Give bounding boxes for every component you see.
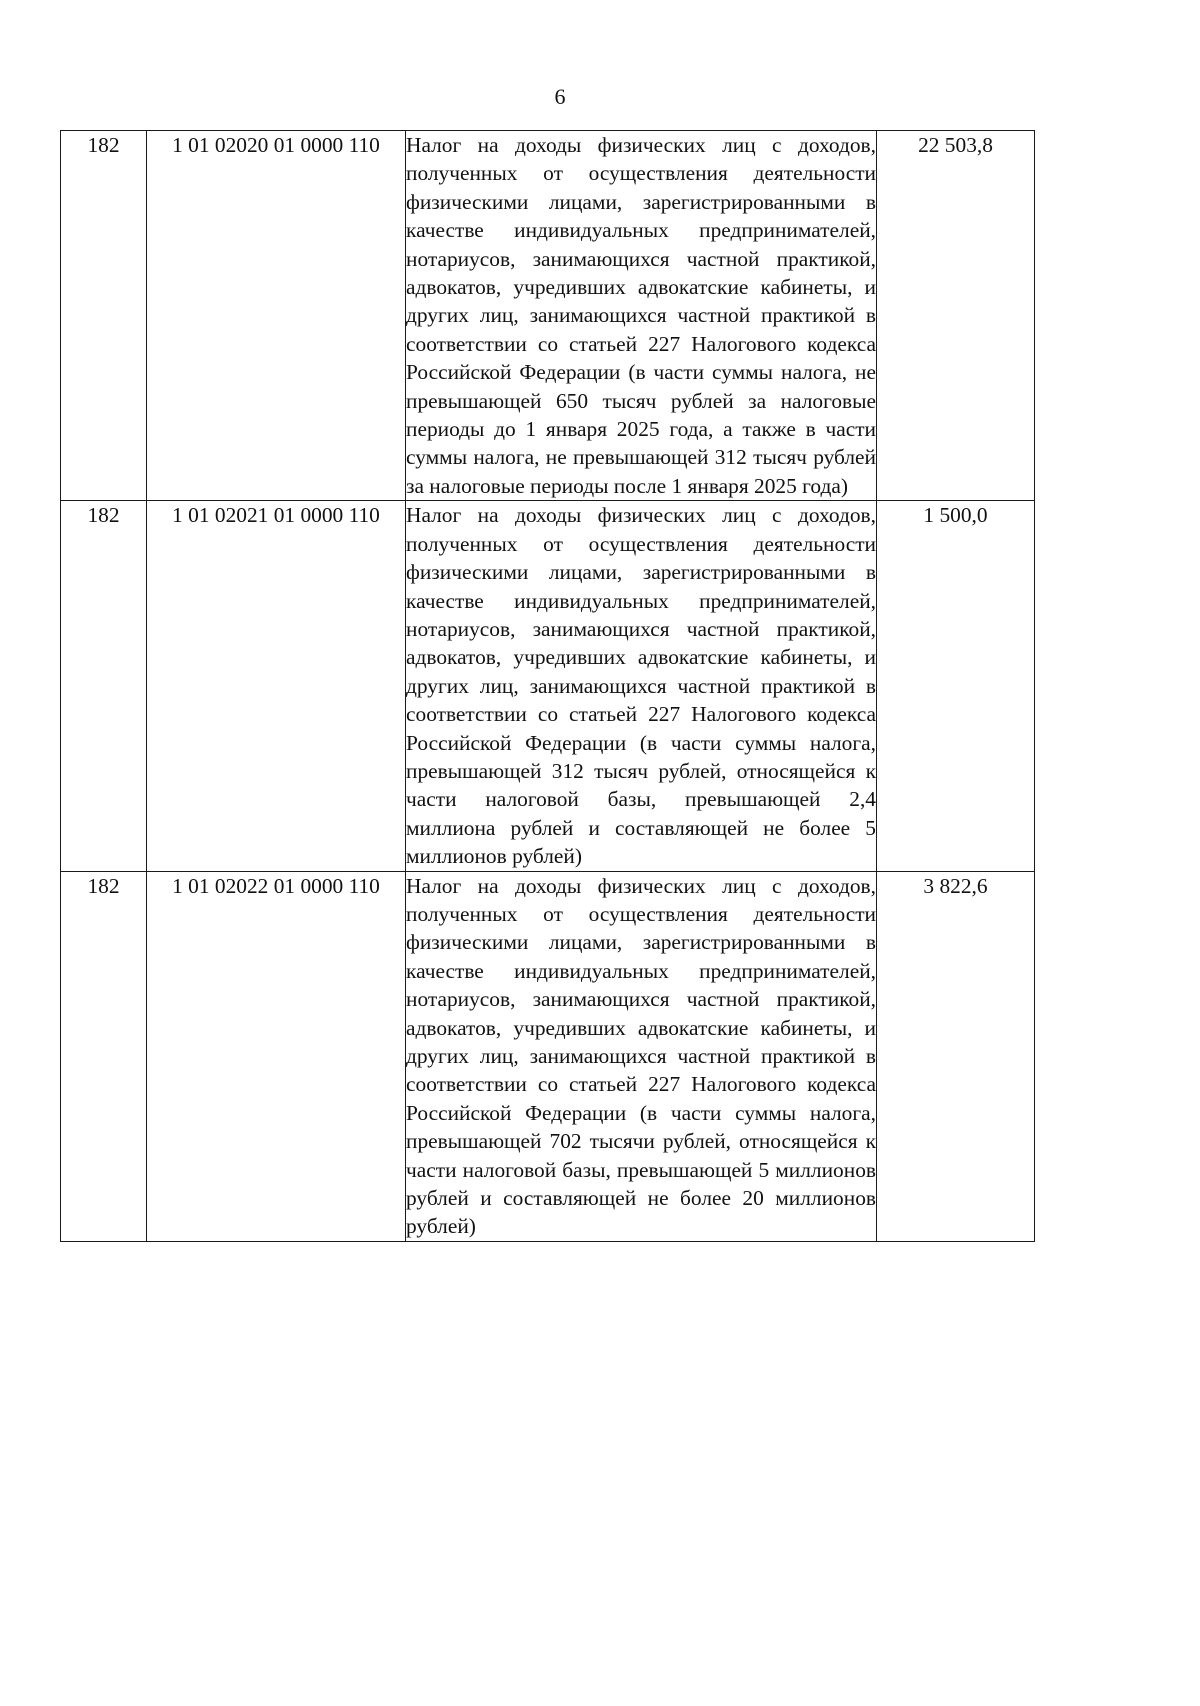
table-row <box>61 131 1035 501</box>
table-row <box>61 871 1035 1241</box>
revenue-name-cell: Налог на доходы физических лиц с доходов, полученных от осуществления деятельности физическими лицами, зарегистрированными в качестве индивидуальных предпринимателей, нотариусов, занимающихся частной практикой, адвокатов, учредивших адвокатские кабинеты, и других лиц, занимающихся частной практикой в соответствии со статьей 227 Налогового кодекса Российской Федерации (в части суммы налога, превышающей 312 тысяч рублей, относящейся к части налоговой базы, превышающей 2,4 миллиона рублей и составляющей не более 5 миллионов рублей) <box>406 501 877 871</box>
admin-code-cell: 182 <box>61 501 147 871</box>
budget-classification-code-cell: 1 01 02022 01 0000 110 <box>147 871 406 1241</box>
table-row <box>61 501 1035 871</box>
admin-code-cell: 182 <box>61 871 147 1241</box>
amount-cell: 22 503,8 <box>877 131 1035 501</box>
page-number: 6 <box>554 84 566 109</box>
amount-cell: 1 500,0 <box>877 501 1035 871</box>
budget-classification-code-cell: 1 01 02020 01 0000 110 <box>147 131 406 501</box>
amount-cell: 3 822,6 <box>877 871 1035 1241</box>
revenue-table <box>60 130 1035 1242</box>
budget-classification-code-cell: 1 01 02021 01 0000 110 <box>147 501 406 871</box>
revenue-name-cell: Налог на доходы физических лиц с доходов, полученных от осуществления деятельности физическими лицами, зарегистрированными в качестве индивидуальных предпринимателей, нотариусов, занимающихся частной практикой, адвокатов, учредивших адвокатские кабинеты, и других лиц, занимающихся частной практикой в соответствии со статьей 227 Налогового кодекса Российской Федерации (в части суммы налога, превышающей 702 тысячи рублей, относящейся к части налоговой базы, превышающей 5 миллионов рублей и составляющей не более 20 миллионов рублей) <box>406 871 877 1241</box>
admin-code-cell: 182 <box>61 131 147 501</box>
revenue-name-cell: Налог на доходы физических лиц с доходов, полученных от осуществления деятельности физическими лицами, зарегистрированными в качестве индивидуальных предпринимателей, нотариусов, занимающихся частной практикой, адвокатов, учредивших адвокатские кабинеты, и других лиц, занимающихся частной практикой в соответствии со статьей 227 Налогового кодекса Российской Федерации (в части суммы налога, не превышающей 650 тысяч рублей за налоговые периоды до 1 января 2025 года, а также в части суммы налога, не превышающей 312 тысяч рублей за налоговые периоды после 1 января 2025 года) <box>406 131 877 501</box>
